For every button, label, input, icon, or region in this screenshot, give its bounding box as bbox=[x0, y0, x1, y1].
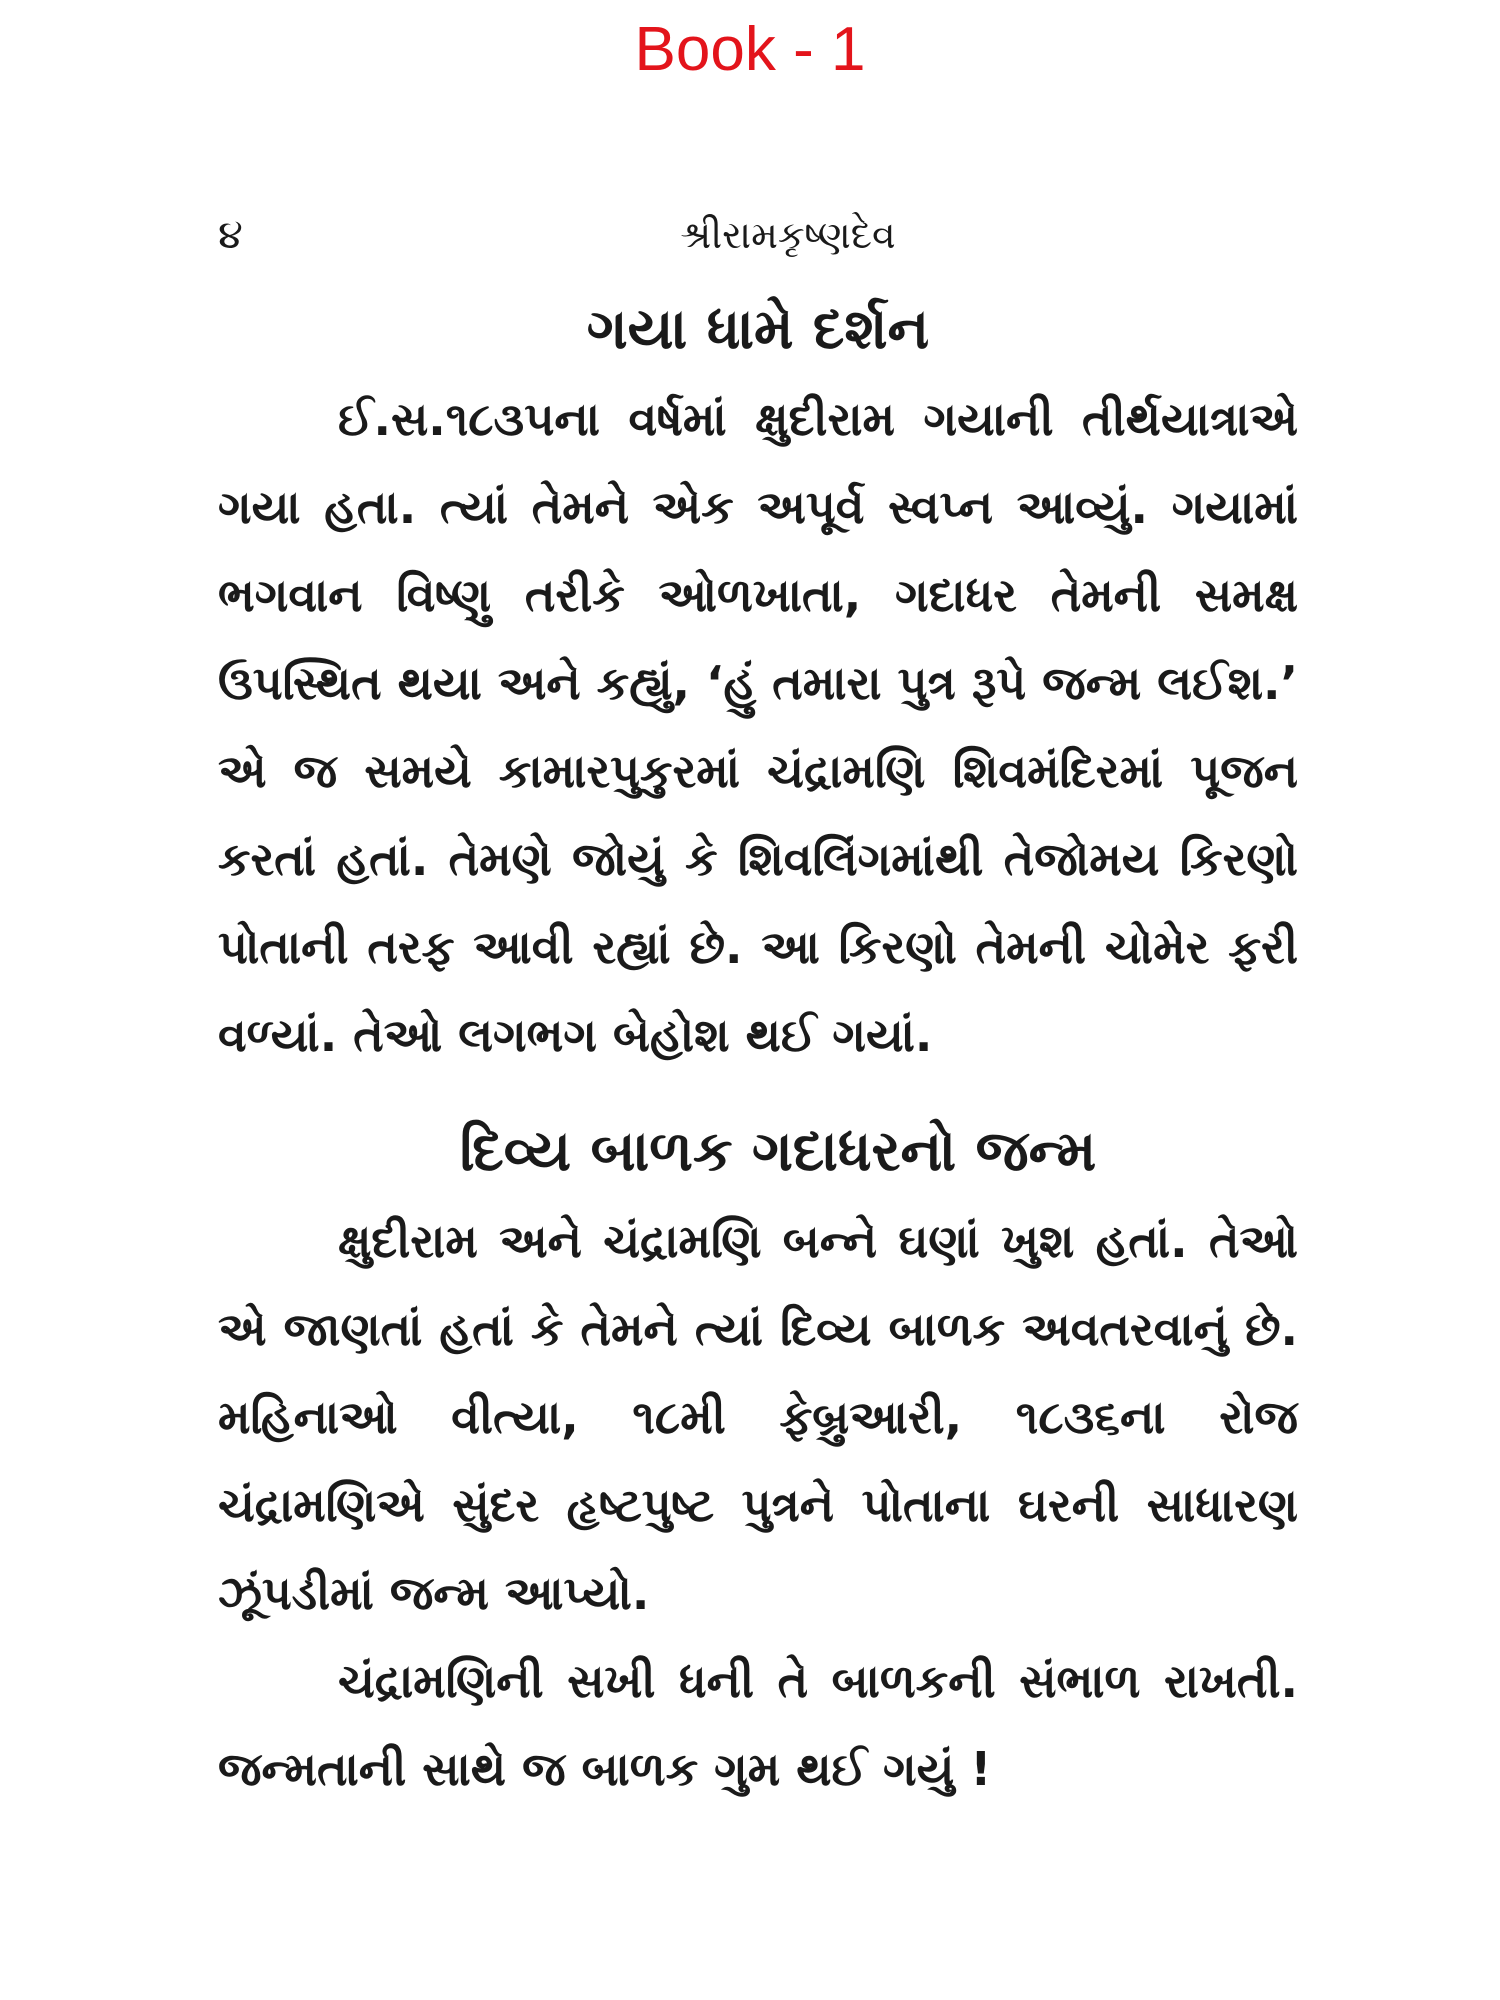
page-header bbox=[218, 205, 1298, 265]
paragraph: ઈ.સ.૧૮૩૫ના વર્ષમાં ક્ષુદીરામ ગયાની તીર્થયાત્રાએ ગયા હતા. ત્યાં તેમને એક અપૂર્વ સ્વપ્ન આવ્યું. ગયામાં ભગવાન વિષ્ણુ તરીકે ઓળખાતા, ગદાધર તેમની સમક્ષ ઉપસ્થિત થયા અને કહ્યું, ‘હું તમારા પુત્ર રૂપે જન્મ લઈશ.’ એ જ સમયે કામારપુકુરમાં ચંદ્રામણિ શિવમંદિરમાં પૂજન કરતાં હતાં. તેમણે જોયું કે શિવલિંગમાંથી તેજોમય કિરણો પોતાની તરફ આવી રહ્યાં છે. આ કિરણો તેમની ચોમેર ફરી વળ્યાં. તેઓ લગભગ બેહોશ થઈ ગયાં. bbox=[218, 392, 1298, 1062]
book-label: Book - 1 bbox=[634, 15, 866, 84]
paragraph: ચંદ્રામણિની સખી ધની તે બાળકની સંભાળ રાખતી. જન્મતાની સાથે જ બાળક ગુમ થઈ ગયું ! bbox=[218, 1654, 1298, 1796]
page-number: ૪ bbox=[218, 212, 243, 258]
page-content bbox=[218, 285, 1298, 1813]
paragraph: ક્ષુદીરામ અને ચંદ્રામણિ બન્ને ઘણાં ખુશ હતાં. તેઓ એ જાણતાં હતાં કે તેમને ત્યાં દિવ્ય બાળક અવતરવાનું છે. મહિનાઓ વીત્યા, ૧૮મી ફેબ્રુઆરી, ૧૮૩૬ના રોજ ચંદ્રામણિએ સુંદર હૃષ્ટપુષ્ટ પુત્રને પોતાના ઘરની સાધારણ ઝૂંપડીમાં જન્મ આપ્યો. bbox=[218, 1214, 1298, 1620]
section-heading: દિવ્ય બાળક ગદાધરનો જન્મ bbox=[459, 1119, 1097, 1184]
section-heading: ગયા ધામે દર્શન bbox=[586, 297, 930, 362]
running-title: શ્રીરામકૃષ્ણદેવ bbox=[680, 213, 896, 257]
